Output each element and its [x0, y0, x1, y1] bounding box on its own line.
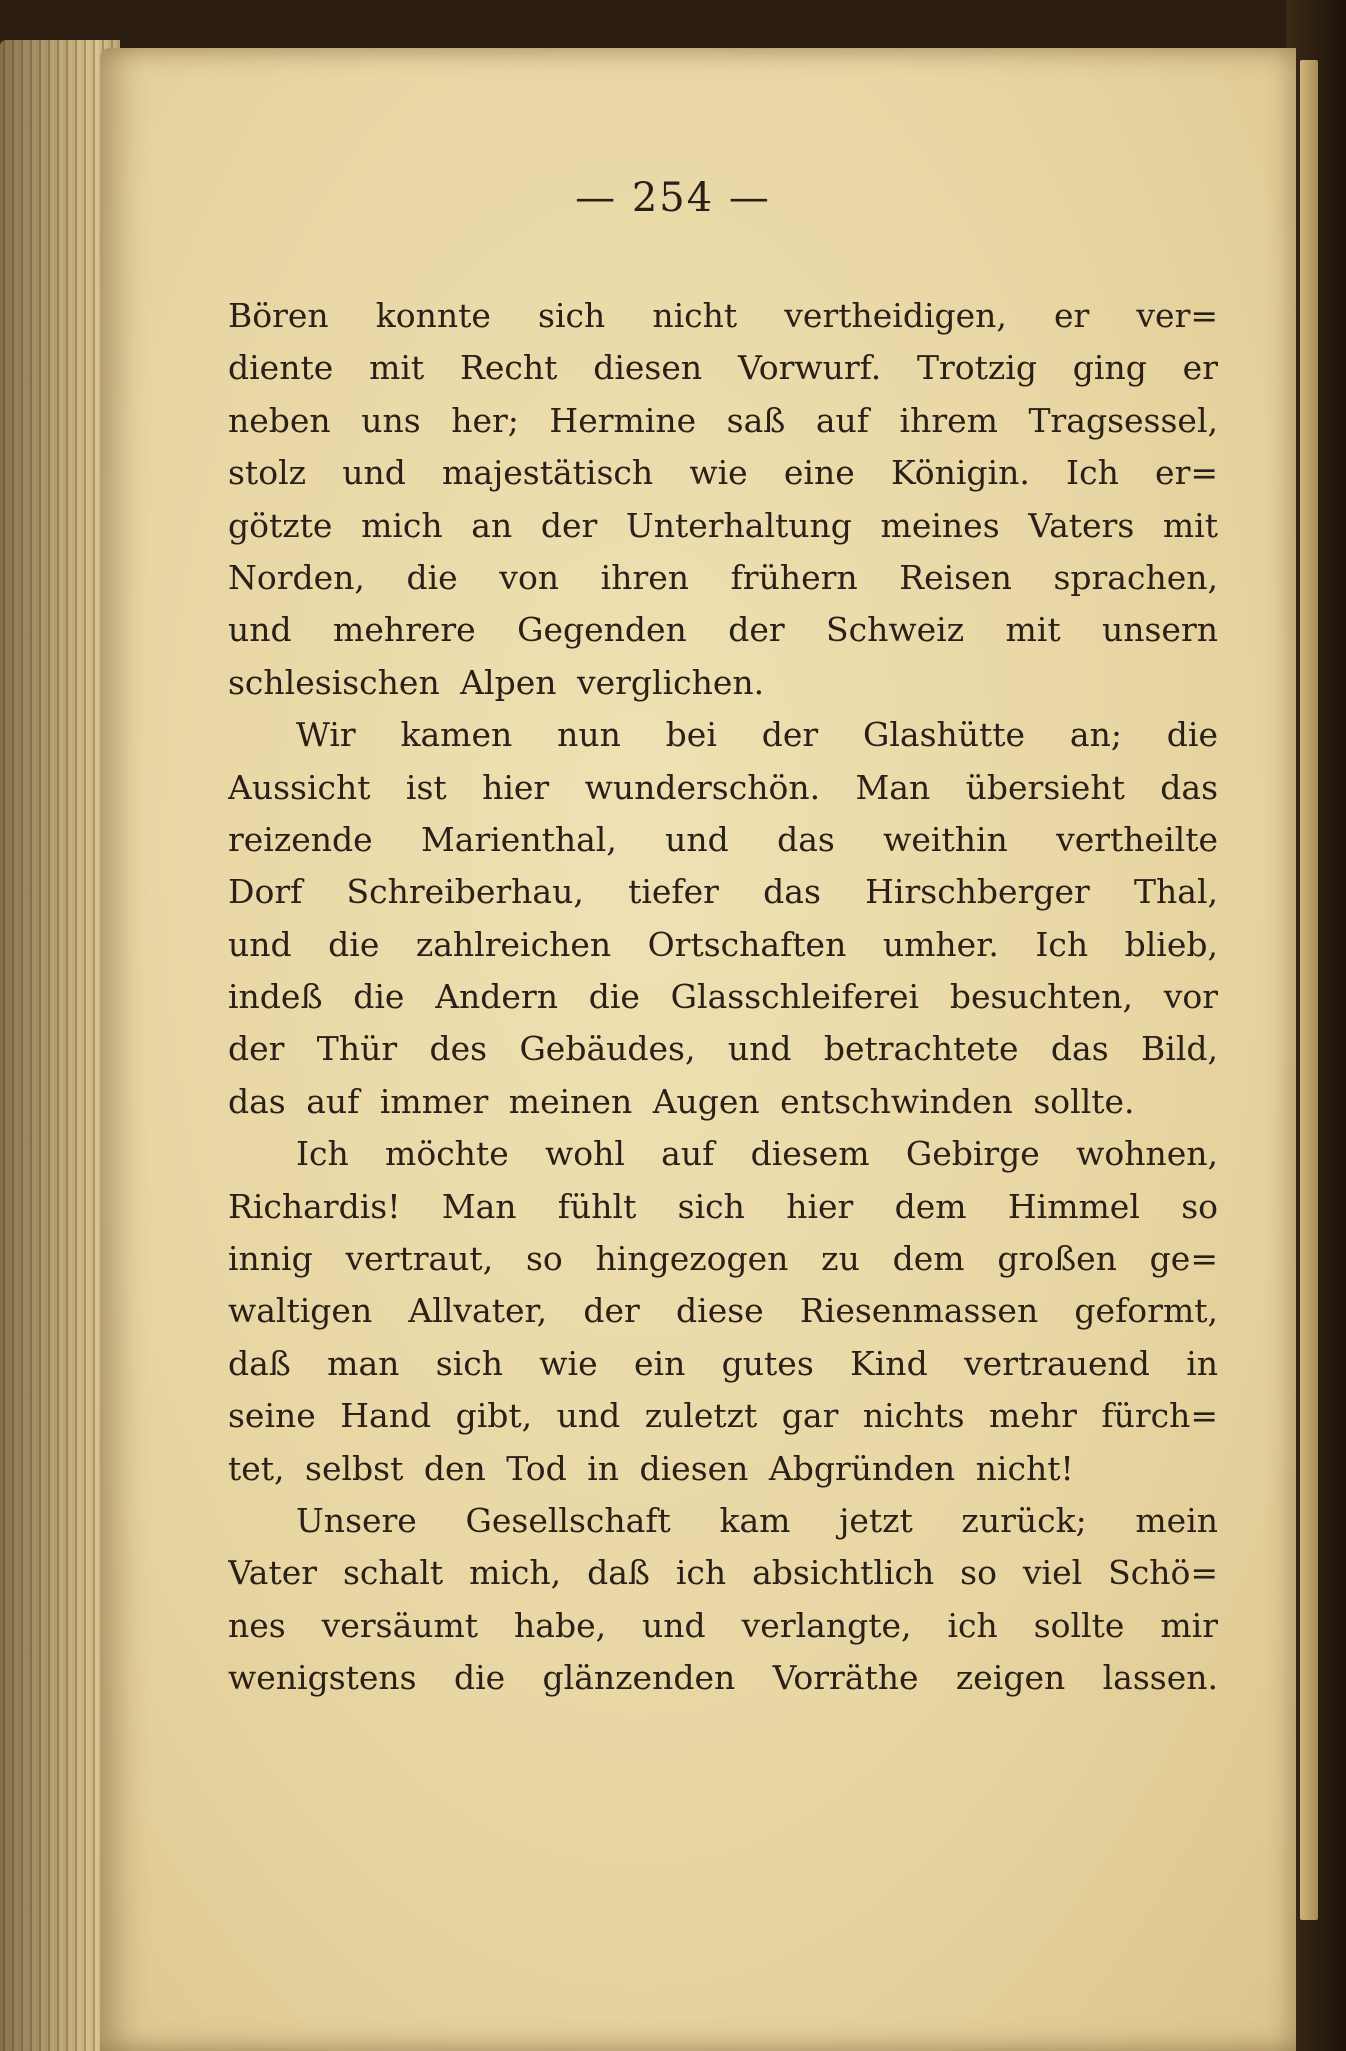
text-line: [228, 1652, 1218, 1704]
text-line: [228, 971, 1218, 1023]
text-line: [228, 290, 1218, 342]
text-line-content: Dorf Schreiberhau, tiefer das Hirschberger Thal,: [228, 872, 1218, 912]
text-line: [228, 1390, 1218, 1442]
text-line-content: reizende Marienthal, und das weithin vertheilte: [228, 819, 1218, 859]
text-line: [228, 1600, 1218, 1652]
text-line-content: und die zahlreichen Ortschaften umher. Ich blieb,: [228, 924, 1218, 964]
page-number: — 254 —: [575, 175, 771, 221]
text-line-content: tet, selbst den Tod in diesen Abgründen nicht!: [228, 1448, 1074, 1488]
text-line-content: diente mit Recht diesen Vorwurf. Trotzig ging er: [228, 348, 1218, 388]
text-line-content: der Thür des Gebäudes, und betrachtete das Bild,: [228, 1029, 1218, 1069]
text-line-content: seine Hand gibt, und zuletzt gar nichts mehr fürch=: [228, 1396, 1218, 1436]
text-line: [228, 1023, 1218, 1075]
neighbour-page-edge: [1300, 60, 1318, 1920]
text-line-content: wenigstens die glänzenden Vorräthe zeigen lassen.: [228, 1658, 1218, 1698]
text-line-content: nes versäumt habe, und verlangte, ich sollte mir: [228, 1605, 1218, 1645]
text-line-content: Bören konnte sich nicht vertheidigen, er ver=: [228, 296, 1218, 335]
text-line: [228, 1547, 1218, 1599]
text-line: [228, 1128, 1218, 1180]
text-line: [228, 342, 1218, 394]
text-line: [228, 709, 1218, 761]
text-line: [228, 866, 1218, 918]
text-line-content: Unsere Gesellschaft kam jetzt zurück; mein: [296, 1500, 1218, 1540]
text-line-content: Vater schalt mich, daß ich absichtlich so viel Schö=: [228, 1553, 1218, 1593]
text-line: [228, 604, 1218, 656]
text-line-content: das auf immer meinen Augen entschwinden sollte.: [228, 1081, 1135, 1121]
text-line-content: und mehrere Gegenden der Schweiz mit unsern: [228, 610, 1218, 650]
text-line-content: Norden, die von ihren frühern Reisen sprachen,: [228, 557, 1218, 597]
text-line-content: götzte mich an der Unterhaltung meines Vaters mit: [228, 505, 1218, 545]
text-line: [228, 762, 1218, 814]
text-line: [228, 447, 1218, 499]
body-text: [228, 290, 1218, 1740]
text-line: [228, 1495, 1218, 1547]
text-line: [228, 1338, 1218, 1390]
text-line: [228, 500, 1218, 552]
text-line-content: Ich möchte wohl auf diesem Gebirge wohnen,: [296, 1134, 1218, 1174]
text-line: [228, 1076, 1218, 1128]
text-line-content: Aussicht ist hier wunderschön. Man übersieht das: [228, 767, 1218, 807]
text-line-content: indeß die Andern die Glasschleiferei besuchten, vor: [228, 977, 1218, 1017]
text-line-content: innig vertraut, so hingezogen zu dem großen ge=: [228, 1239, 1218, 1279]
text-line: [228, 919, 1218, 971]
text-line-content: schlesischen Alpen verglichen.: [228, 662, 765, 702]
text-line: [228, 1233, 1218, 1285]
text-line: [228, 814, 1218, 866]
text-line-content: neben uns her; Hermine saß auf ihrem Tragsessel,: [228, 400, 1218, 440]
text-line: [228, 1285, 1218, 1337]
text-line: [228, 1443, 1218, 1495]
text-line: [228, 1181, 1218, 1233]
text-line-content: Wir kamen nun bei der Glashütte an; die: [296, 715, 1218, 755]
text-line: [228, 657, 1218, 709]
text-line-content: daß man sich wie ein gutes Kind vertrauend in: [228, 1343, 1218, 1383]
text-line: [228, 552, 1218, 604]
text-line-content: Richardis! Man fühlt sich hier dem Himmel so: [228, 1186, 1218, 1226]
text-line-content: waltigen Allvater, der diese Riesenmassen geformt,: [228, 1291, 1218, 1331]
text-line: [228, 395, 1218, 447]
text-line-content: stolz und majestätisch wie eine Königin. Ich er=: [228, 453, 1218, 493]
